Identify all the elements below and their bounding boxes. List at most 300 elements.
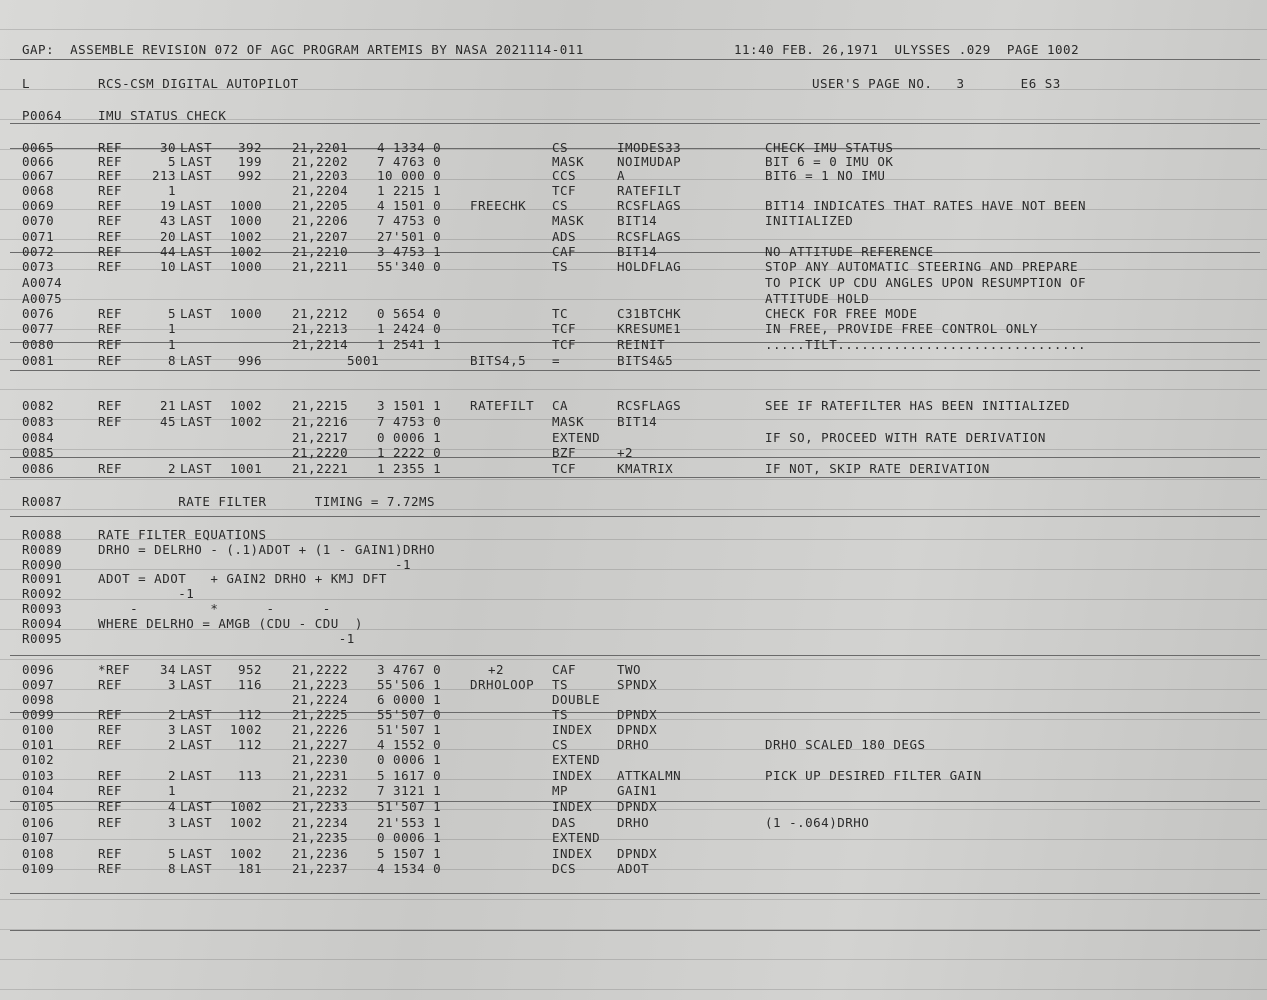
header-user-page: USER'S PAGE NO. 3 E6 S3 <box>812 76 1061 91</box>
row-seq: 8 <box>168 353 177 368</box>
row-seq: 19 <box>160 198 177 213</box>
row-last: LAST <box>180 306 213 321</box>
row-lastn: 1000 <box>230 213 263 228</box>
row-id: R0092 <box>22 586 63 601</box>
row-seq: 3 <box>168 722 177 737</box>
row-lastn: 392 <box>238 140 263 155</box>
row-operand: NOIMUDAP <box>617 154 682 169</box>
row-lastn: 1000 <box>230 306 263 321</box>
row-seq: 44 <box>160 244 177 259</box>
row-word: 4 1334 0 <box>377 140 442 155</box>
row-last: LAST <box>180 461 213 476</box>
header-rule <box>10 59 1260 60</box>
row-lastn: 1002 <box>230 244 263 259</box>
row-text: -1 <box>98 557 411 572</box>
row-operand: KMATRIX <box>617 461 674 476</box>
row-id: 0099 <box>22 707 55 722</box>
row-ref: REF <box>98 846 123 861</box>
row-ref: REF <box>98 768 123 783</box>
row-operand: DPNDX <box>617 799 658 814</box>
row-word: 5001 <box>347 353 380 368</box>
row-last: LAST <box>180 662 213 677</box>
row-word: 4 1501 0 <box>377 198 442 213</box>
row-addr: 21,2203 <box>292 168 349 183</box>
row-ref: REF <box>98 783 123 798</box>
row-ref: REF <box>98 229 123 244</box>
row-operand: BIT14 <box>617 414 658 429</box>
row-addr: 21,2223 <box>292 677 349 692</box>
row-ref: REF <box>98 799 123 814</box>
row-ref: REF <box>98 677 123 692</box>
row-seq: 34 <box>160 662 177 677</box>
header-program-info: GAP: ASSEMBLE REVISION 072 OF AGC PROGRAM ARTEMIS BY NASA 2021114-011 <box>22 42 584 57</box>
row-last: LAST <box>180 846 213 861</box>
row-lastn: 112 <box>238 737 263 752</box>
row-addr: 21,2225 <box>292 707 349 722</box>
row-lastn: 199 <box>238 154 263 169</box>
row-last: LAST <box>180 259 213 274</box>
row-id: 0106 <box>22 815 55 830</box>
row-lastn: 1002 <box>230 846 263 861</box>
row-op: DAS <box>552 815 577 830</box>
row-comment: PICK UP DESIRED FILTER GAIN <box>765 768 982 783</box>
row-ref: REF <box>98 259 123 274</box>
row-seq: 5 <box>168 306 177 321</box>
row-comment: STOP ANY AUTOMATIC STEERING AND PREPARE <box>765 259 1078 274</box>
row-comment: BIT 6 = 0 IMU OK <box>765 154 894 169</box>
row-seq: 1 <box>168 337 177 352</box>
row-op: TS <box>552 259 569 274</box>
row-id: 0082 <box>22 398 55 413</box>
row-addr: 21,2217 <box>292 430 349 445</box>
row-id: 0065 <box>22 140 55 155</box>
row-comment: IN FREE, PROVIDE FREE CONTROL ONLY <box>765 321 1038 336</box>
row-last: LAST <box>180 737 213 752</box>
header-line-2 <box>22 76 1061 91</box>
row-last: LAST <box>180 213 213 228</box>
row-op: EXTEND <box>552 430 601 445</box>
row-word: 1 2424 0 <box>377 321 442 336</box>
row-ref: REF <box>98 707 123 722</box>
row-id: 0070 <box>22 213 55 228</box>
row-label: RATEFILT <box>470 398 535 413</box>
row-id: 0102 <box>22 752 55 767</box>
listing-rule <box>10 457 1260 458</box>
row-seq: 45 <box>160 414 177 429</box>
row-addr: 21,2236 <box>292 846 349 861</box>
row-lastn: 1000 <box>230 198 263 213</box>
row-ref: REF <box>98 213 123 228</box>
row-operand: +2 <box>617 445 634 460</box>
row-id: 0108 <box>22 846 55 861</box>
row-id: R0095 <box>22 631 63 646</box>
row-comment: BIT14 INDICATES THAT RATES HAVE NOT BEEN <box>765 198 1087 213</box>
row-operand: DPNDX <box>617 707 658 722</box>
row-comment: BIT6 = 1 NO IMU <box>765 168 886 183</box>
row-comment: (1 -.064)DRHO <box>765 815 870 830</box>
row-ref: REF <box>98 198 123 213</box>
row-last: LAST <box>180 768 213 783</box>
listing-rule <box>10 655 1260 656</box>
row-op: INDEX <box>552 768 593 783</box>
row-op: INDEX <box>552 799 593 814</box>
row-ref: REF <box>98 168 123 183</box>
row-op: CCS <box>552 168 577 183</box>
row-addr: 21,2226 <box>292 722 349 737</box>
row-last: LAST <box>180 398 213 413</box>
row-id: 0080 <box>22 337 55 352</box>
row-op: CS <box>552 198 569 213</box>
row-addr: 21,2206 <box>292 213 349 228</box>
row-id: 0097 <box>22 677 55 692</box>
row-last: LAST <box>180 154 213 169</box>
row-text: -1 <box>98 631 355 646</box>
row-id: 0066 <box>22 154 55 169</box>
row-lastn: 992 <box>238 168 263 183</box>
listing-rule <box>10 516 1260 517</box>
row-operand: GAIN1 <box>617 783 658 798</box>
row-id: A0075 <box>22 291 63 306</box>
row-word: 55'340 0 <box>377 259 442 274</box>
row-addr: 21,2230 <box>292 752 349 767</box>
row-label: FREECHK <box>470 198 527 213</box>
row-text: -1 <box>98 586 195 601</box>
row-op: TCF <box>552 337 577 352</box>
row-op: CAF <box>552 244 577 259</box>
row-lastn: 1002 <box>230 398 263 413</box>
row-id: R0093 <box>22 601 63 616</box>
listing-rule <box>10 370 1260 371</box>
row-comment: ATTITUDE HOLD <box>765 291 870 306</box>
row-word: 51'507 1 <box>377 799 442 814</box>
row-ref: REF <box>98 154 123 169</box>
row-word: 0 0006 1 <box>377 830 442 845</box>
row-label: IMU STATUS CHECK <box>98 108 227 123</box>
row-addr: 21,2234 <box>292 815 349 830</box>
row-word: 5 1507 1 <box>377 846 442 861</box>
row-id: 0069 <box>22 198 55 213</box>
row-seq: 43 <box>160 213 177 228</box>
row-seq: 5 <box>168 846 177 861</box>
row-op: TCF <box>552 461 577 476</box>
header-section-title: RCS-CSM DIGITAL AUTOPILOT <box>98 76 299 91</box>
row-last: LAST <box>180 722 213 737</box>
row-flag: +2 <box>488 662 505 677</box>
row-word: 4 1534 0 <box>377 861 442 876</box>
row-id: 0071 <box>22 229 55 244</box>
row-lastn: 181 <box>238 861 263 876</box>
row-id: A0074 <box>22 275 63 290</box>
row-operand: RCSFLAGS <box>617 229 682 244</box>
row-text: RATE FILTER EQUATIONS <box>98 527 267 542</box>
row-addr: 21,2201 <box>292 140 349 155</box>
row-word: 3 4767 0 <box>377 662 442 677</box>
row-operand: RCSFLAGS <box>617 398 682 413</box>
row-addr: 21,2216 <box>292 414 349 429</box>
row-ref: REF <box>98 414 123 429</box>
row-word: 1 2215 1 <box>377 183 442 198</box>
row-text: ADOT = ADOT + GAIN2 DRHO + KMJ DFT <box>98 571 387 586</box>
row-ref: REF <box>98 815 123 830</box>
row-id: 0101 <box>22 737 55 752</box>
row-op: TCF <box>552 183 577 198</box>
row-word: 5 1617 0 <box>377 768 442 783</box>
row-last: LAST <box>180 677 213 692</box>
row-operand: TWO <box>617 662 642 677</box>
row-id: R0088 <box>22 527 63 542</box>
row-lastn: 1002 <box>230 414 263 429</box>
row-ref: REF <box>98 353 123 368</box>
row-op: TS <box>552 677 569 692</box>
row-operand: RCSFLAGS <box>617 198 682 213</box>
row-seq: 2 <box>168 461 177 476</box>
row-operand: DPNDX <box>617 846 658 861</box>
row-lastn: 1000 <box>230 259 263 274</box>
row-word: 7 4753 0 <box>377 414 442 429</box>
row-op: = <box>552 353 561 368</box>
row-lastn: 1002 <box>230 229 263 244</box>
row-ref: *REF <box>98 662 131 677</box>
row-addr: 21,2205 <box>292 198 349 213</box>
row-op: CS <box>552 140 569 155</box>
row-op: ADS <box>552 229 577 244</box>
row-word: 7 3121 1 <box>377 783 442 798</box>
row-ref: REF <box>98 737 123 752</box>
row-id: R0090 <box>22 557 63 572</box>
row-operand: ADOT <box>617 861 650 876</box>
row-operand: A <box>617 168 626 183</box>
row-lastn: 112 <box>238 707 263 722</box>
row-addr: 21,2227 <box>292 737 349 752</box>
row-addr: 21,2211 <box>292 259 349 274</box>
row-id: 0105 <box>22 799 55 814</box>
row-addr: 21,2235 <box>292 830 349 845</box>
row-lastn: 116 <box>238 677 263 692</box>
row-last: LAST <box>180 414 213 429</box>
row-op: CAF <box>552 662 577 677</box>
row-lastn: 1002 <box>230 799 263 814</box>
row-word: 4 1552 0 <box>377 737 442 752</box>
row-id: 0103 <box>22 768 55 783</box>
row-id: 0077 <box>22 321 55 336</box>
row-word: 0 0006 1 <box>377 430 442 445</box>
row-id: 0081 <box>22 353 55 368</box>
row-addr: 21,2232 <box>292 783 349 798</box>
row-op: DOUBLE <box>552 692 601 707</box>
row-op: CS <box>552 737 569 752</box>
row-last: LAST <box>180 799 213 814</box>
row-comment: .....TILT............................... <box>765 337 1087 352</box>
row-addr: 21,2215 <box>292 398 349 413</box>
row-seq: 3 <box>168 677 177 692</box>
row-word: 21'553 1 <box>377 815 442 830</box>
row-operand: IMODES33 <box>617 140 682 155</box>
row-comment: IF SO, PROCEED WITH RATE DERIVATION <box>765 430 1046 445</box>
row-word: 1 2355 1 <box>377 461 442 476</box>
row-operand: RATEFILT <box>617 183 682 198</box>
row-op: BZF <box>552 445 577 460</box>
row-seq: 8 <box>168 861 177 876</box>
row-seq: 2 <box>168 768 177 783</box>
row-operand: DRHO <box>617 737 650 752</box>
row-seq: 2 <box>168 707 177 722</box>
row-word: 3 4753 1 <box>377 244 442 259</box>
listing-rule <box>10 123 1260 124</box>
row-id: 0073 <box>22 259 55 274</box>
row-word: 6 0000 1 <box>377 692 442 707</box>
row-comment: TO PICK UP CDU ANGLES UPON RESUMPTION OF <box>765 275 1087 290</box>
row-operand: BITS4&5 <box>617 353 674 368</box>
row-id: P0064 <box>22 108 63 123</box>
row-ref: REF <box>98 183 123 198</box>
row-id: 0096 <box>22 662 55 677</box>
row-id: 0067 <box>22 168 55 183</box>
row-lastn: 996 <box>238 353 263 368</box>
row-id: 0104 <box>22 783 55 798</box>
row-seq: 21 <box>160 398 177 413</box>
row-comment: INITIALIZED <box>765 213 854 228</box>
listing-rule <box>10 893 1260 894</box>
row-id: R0087 <box>22 494 63 509</box>
row-ref: REF <box>98 722 123 737</box>
row-seq: 1 <box>168 783 177 798</box>
row-op: CA <box>552 398 569 413</box>
row-last: LAST <box>180 168 213 183</box>
row-id: 0107 <box>22 830 55 845</box>
row-label: BITS4,5 <box>470 353 527 368</box>
row-id: 0085 <box>22 445 55 460</box>
row-ref: REF <box>98 306 123 321</box>
row-op: DCS <box>552 861 577 876</box>
row-seq: 30 <box>160 140 177 155</box>
row-lastn: 1002 <box>230 722 263 737</box>
row-label: DRHOLOOP <box>470 677 535 692</box>
row-operand: REINIT <box>617 337 666 352</box>
row-ref: REF <box>98 244 123 259</box>
row-operand: BIT14 <box>617 213 658 228</box>
row-word: 55'507 0 <box>377 707 442 722</box>
row-word: 1 2541 1 <box>377 337 442 352</box>
row-addr: 21,2222 <box>292 662 349 677</box>
row-text: RATE FILTER TIMING = 7.72MS <box>98 494 436 509</box>
row-op: EXTEND <box>552 752 601 767</box>
listing-rule <box>10 477 1260 478</box>
row-addr: 21,2213 <box>292 321 349 336</box>
row-seq: 213 <box>152 168 177 183</box>
row-op: MP <box>552 783 569 798</box>
row-last: LAST <box>180 198 213 213</box>
header-line-1 <box>22 42 1080 57</box>
row-op: TC <box>552 306 569 321</box>
row-seq: 3 <box>168 815 177 830</box>
row-word: 10 000 0 <box>377 168 442 183</box>
row-op: TS <box>552 707 569 722</box>
row-addr: 21,2237 <box>292 861 349 876</box>
row-id: 0076 <box>22 306 55 321</box>
row-operand: BIT14 <box>617 244 658 259</box>
row-op: MASK <box>552 213 585 228</box>
row-addr: 21,2231 <box>292 768 349 783</box>
row-addr: 21,2202 <box>292 154 349 169</box>
header-date-page: 11:40 FEB. 26,1971 ULYSSES .029 PAGE 1002 <box>734 42 1080 57</box>
row-op: MASK <box>552 414 585 429</box>
row-addr: 21,2224 <box>292 692 349 707</box>
row-addr: 21,2212 <box>292 306 349 321</box>
row-addr: 21,2204 <box>292 183 349 198</box>
row-ref: REF <box>98 861 123 876</box>
row-id: 0084 <box>22 430 55 445</box>
row-word: 7 4753 0 <box>377 213 442 228</box>
row-lastn: 1001 <box>230 461 263 476</box>
row-comment: DRHO SCALED 180 DEGS <box>765 737 926 752</box>
row-word: 0 0006 1 <box>377 752 442 767</box>
row-seq: 1 <box>168 321 177 336</box>
row-operand: DRHO <box>617 815 650 830</box>
row-id: R0091 <box>22 571 63 586</box>
row-seq: 1 <box>168 183 177 198</box>
row-id: 0109 <box>22 861 55 876</box>
row-addr: 21,2233 <box>292 799 349 814</box>
row-word: 1 2222 0 <box>377 445 442 460</box>
row-word: 0 5654 0 <box>377 306 442 321</box>
row-ref: REF <box>98 398 123 413</box>
row-addr: 21,2221 <box>292 461 349 476</box>
row-id: 0068 <box>22 183 55 198</box>
row-last: LAST <box>180 140 213 155</box>
row-id: 0083 <box>22 414 55 429</box>
row-addr: 21,2210 <box>292 244 349 259</box>
row-text: DRHO = DELRHO - (.1)ADOT + (1 - GAIN1)DRHO <box>98 542 436 557</box>
row-id: 0100 <box>22 722 55 737</box>
row-ref: REF <box>98 337 123 352</box>
listing-rule <box>10 930 1260 931</box>
row-seq: 10 <box>160 259 177 274</box>
row-seq: 2 <box>168 737 177 752</box>
row-lastn: 952 <box>238 662 263 677</box>
row-seq: 5 <box>168 154 177 169</box>
row-op: INDEX <box>552 722 593 737</box>
row-id: 0098 <box>22 692 55 707</box>
row-comment: NO ATTITUDE REFERENCE <box>765 244 934 259</box>
row-ref: REF <box>98 461 123 476</box>
row-id: R0094 <box>22 616 63 631</box>
row-id: 0086 <box>22 461 55 476</box>
row-operand: DPNDX <box>617 722 658 737</box>
row-op: MASK <box>552 154 585 169</box>
row-word: 27'501 0 <box>377 229 442 244</box>
row-lastn: 113 <box>238 768 263 783</box>
row-word: 7 4763 0 <box>377 154 442 169</box>
row-op: TCF <box>552 321 577 336</box>
row-last: LAST <box>180 244 213 259</box>
row-id: 0072 <box>22 244 55 259</box>
row-operand: C31BTCHK <box>617 306 682 321</box>
row-comment: IF NOT, SKIP RATE DERIVATION <box>765 461 990 476</box>
row-last: LAST <box>180 229 213 244</box>
row-word: 55'506 1 <box>377 677 442 692</box>
row-lastn: 1002 <box>230 815 263 830</box>
row-comment: CHECK FOR FREE MODE <box>765 306 918 321</box>
row-word: 3 1501 1 <box>377 398 442 413</box>
row-operand: ATTKALMN <box>617 768 682 783</box>
row-last: LAST <box>180 353 213 368</box>
row-id: R0089 <box>22 542 63 557</box>
row-addr: 21,2214 <box>292 337 349 352</box>
header-tag: L <box>22 76 31 91</box>
row-ref: REF <box>98 140 123 155</box>
row-word: 51'507 1 <box>377 722 442 737</box>
row-last: LAST <box>180 861 213 876</box>
